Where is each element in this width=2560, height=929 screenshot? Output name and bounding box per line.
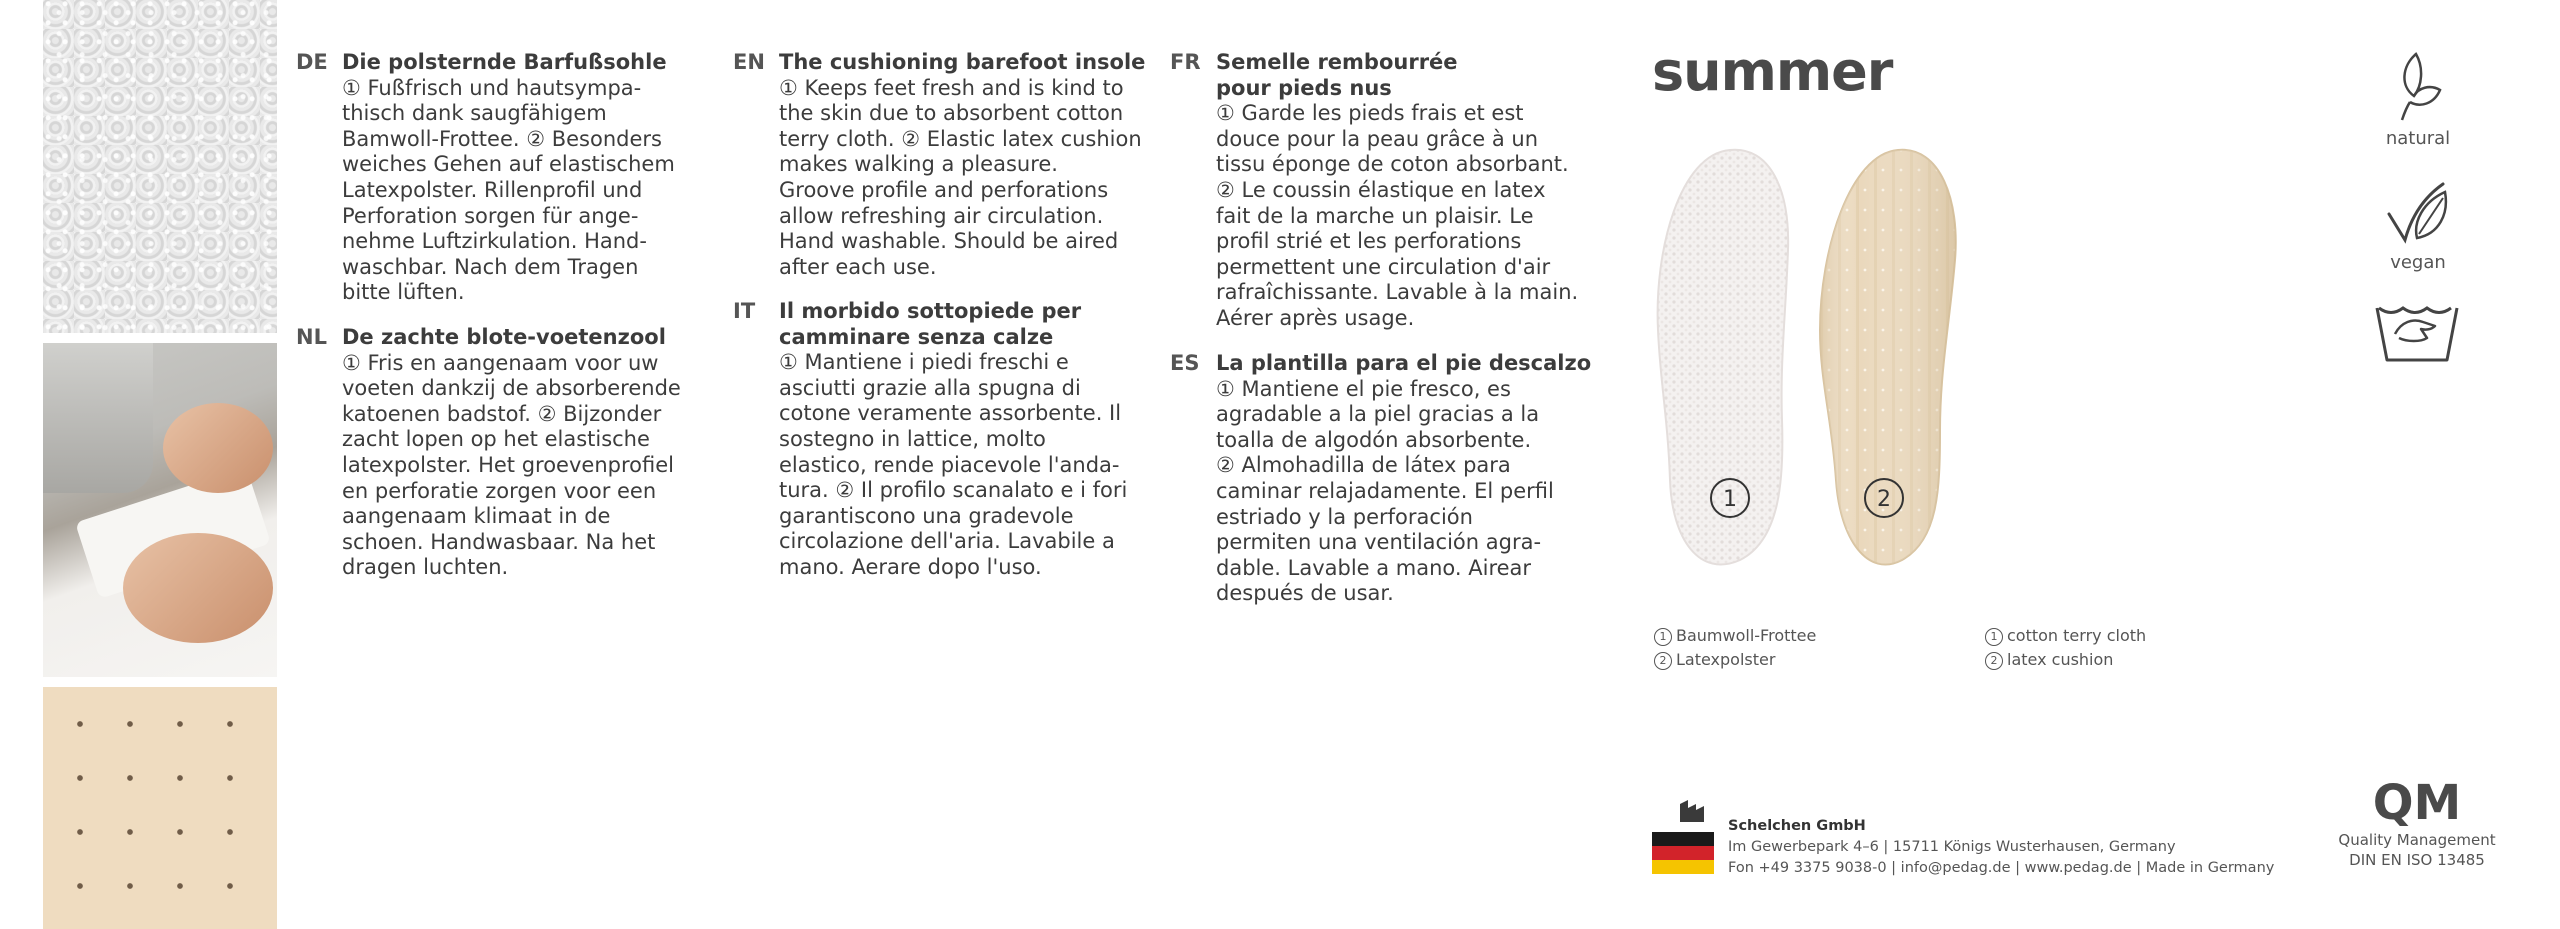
lang-block-fr bbox=[1170, 50, 1600, 332]
lang-line: waschbar. Nach dem Tragen bbox=[342, 254, 639, 279]
lang-line: después de usar. bbox=[1216, 581, 1394, 606]
lang-line: tura. ② Il profilo scanalato e i fori bbox=[779, 478, 1128, 503]
caption-text: Latexpolster bbox=[1676, 650, 1776, 669]
lang-title: pour pieds nus bbox=[1216, 75, 1392, 100]
natural-badge bbox=[2368, 50, 2468, 149]
lang-line: allow refreshing air circulation. bbox=[779, 203, 1104, 228]
lang-line: agradable a la piel gracias a la bbox=[1216, 402, 1540, 427]
lang-line: profil strié et les perforations bbox=[1216, 229, 1522, 254]
lang-line: dable. Lavable a mano. Airear bbox=[1216, 555, 1532, 580]
lang-line: rafraîchissante. Lavable à la main. bbox=[1216, 280, 1579, 305]
lang-line: permettent une circulation d'air bbox=[1216, 254, 1551, 279]
lang-line: weiches Gehen auf elastischem bbox=[342, 152, 675, 177]
lang-line: dragen luchten. bbox=[342, 555, 509, 580]
lang-line: asciutti grazie alla spugna di bbox=[779, 375, 1081, 400]
sewing-photo bbox=[43, 343, 277, 677]
lang-line: fait de la marche un plaisir. Le bbox=[1216, 203, 1534, 228]
lang-line: latexpolster. Het groevenprofiel bbox=[342, 452, 674, 477]
lang-line: tissu éponge de coton absorbant. bbox=[1216, 152, 1569, 177]
lang-line: thisch dank saugfähigem bbox=[342, 101, 607, 126]
latex-cushion-photo bbox=[43, 687, 277, 929]
quality-management-block bbox=[2320, 776, 2514, 870]
lang-title: camminare senza calze bbox=[779, 324, 1054, 349]
lang-line: caminar relajadamente. El perfil bbox=[1216, 478, 1554, 503]
lang-line: mano. Aerare dopo l'uso. bbox=[779, 554, 1042, 579]
lang-code: EN bbox=[733, 50, 765, 74]
lang-block-en bbox=[733, 50, 1153, 280]
lang-line: voeten dankzij de absorberende bbox=[342, 376, 681, 401]
lang-line: cotone veramente assorbente. Il bbox=[779, 401, 1122, 426]
lang-block-de bbox=[296, 50, 716, 306]
lang-line: katoenen badstof. ② Bijzonder bbox=[342, 401, 662, 426]
lang-line: ② Le coussin élastique en latex bbox=[1216, 177, 1546, 202]
lang-line: nehme Luftzirkulation. Hand- bbox=[342, 229, 647, 254]
lang-code: DE bbox=[296, 50, 328, 74]
hand-shape bbox=[123, 533, 273, 643]
lang-line: Hand washable. Should be aired bbox=[779, 229, 1119, 254]
vegan-badge bbox=[2368, 178, 2468, 273]
lang-line: ① Mantiene el pie fresco, es bbox=[1216, 376, 1511, 401]
lang-title: The cushioning barefoot insole bbox=[779, 50, 1146, 74]
lang-line: the skin due to absorbent cotton bbox=[779, 101, 1124, 126]
lang-line: zacht lopen op het elastische bbox=[342, 427, 650, 452]
lang-line: bitte lüften. bbox=[342, 280, 465, 305]
lang-block-es bbox=[1170, 351, 1600, 607]
lang-line: toalla de algodón absorbente. bbox=[1216, 427, 1532, 452]
hand-shape bbox=[163, 403, 273, 493]
lang-line: Aérer après usage. bbox=[1216, 305, 1415, 330]
lang-line: Perforation sorgen für ange- bbox=[342, 203, 639, 228]
company-contact: Fon +49 3375 9038-0 | info@pedag.de | www.pedag.de | Made in Germany bbox=[1728, 860, 2275, 876]
lang-line: ① Mantiene i piedi freschi e bbox=[779, 350, 1069, 375]
lang-block-nl bbox=[296, 325, 716, 581]
lang-line: ① Garde les pieds frais et est bbox=[1216, 101, 1524, 126]
lang-code: NL bbox=[296, 325, 327, 349]
lang-line: makes walking a pleasure. bbox=[779, 152, 1058, 177]
lang-line: Latexpolster. Rillenprofil und bbox=[342, 177, 643, 202]
lang-title: De zachte blote-voetenzool bbox=[342, 325, 666, 349]
product-name: summer bbox=[1652, 40, 1893, 103]
caption-number: 2 bbox=[1654, 652, 1672, 670]
lang-line: ① Fris en aangenaam voor uw bbox=[342, 350, 659, 375]
lang-line: after each use. bbox=[779, 254, 937, 279]
caption-text: Baumwoll-Frottee bbox=[1676, 626, 1817, 645]
lang-line: circolazione dell'aria. Lavabile a bbox=[779, 529, 1115, 554]
insole-marker-2: 2 bbox=[1877, 487, 1891, 512]
vegan-leaf-icon bbox=[2383, 178, 2453, 246]
caption-text: cotton terry cloth bbox=[2007, 626, 2147, 645]
hand-wash-badge bbox=[2368, 300, 2468, 370]
lang-line: aangenaam klimaat in de bbox=[342, 504, 611, 529]
lang-block-it bbox=[733, 299, 1153, 581]
caption-number: 2 bbox=[1985, 652, 2003, 670]
lang-title: Die polsternde Barfußsohle bbox=[342, 50, 667, 74]
lang-line: Groove profile and perforations bbox=[779, 177, 1109, 202]
natural-label: natural bbox=[2385, 128, 2451, 149]
caption-text: latex cushion bbox=[2007, 650, 2114, 669]
vegan-label: vegan bbox=[2390, 252, 2446, 273]
lang-line: elastico, rende piacevole l'anda- bbox=[779, 452, 1120, 477]
caption-number: 1 bbox=[1985, 628, 2003, 646]
lang-line: garantiscono una gradevole bbox=[779, 503, 1074, 528]
sewing-machine-shape bbox=[43, 343, 153, 493]
qm-line1: Quality Management bbox=[2338, 831, 2496, 849]
germany-flag-factory-icon bbox=[1652, 798, 1714, 874]
lang-title: Semelle rembourrée bbox=[1216, 50, 1458, 74]
qm-line2: DIN EN ISO 13485 bbox=[2349, 851, 2485, 869]
lang-code: FR bbox=[1170, 50, 1201, 74]
lang-line: douce pour la peau grâce à un bbox=[1216, 126, 1539, 151]
caption-en-1 bbox=[1985, 626, 2146, 646]
lang-line: estriado y la perforación bbox=[1216, 504, 1473, 529]
caption-de-2 bbox=[1654, 650, 1775, 670]
caption-number: 1 bbox=[1654, 628, 1672, 646]
insole-marker-1: 1 bbox=[1723, 487, 1737, 512]
lang-line: en perforatie zorgen voor een bbox=[342, 478, 657, 503]
lang-line: ② Almohadilla de látex para bbox=[1216, 453, 1511, 478]
hand-wash-icon bbox=[2373, 300, 2463, 366]
caption-en-2 bbox=[1985, 650, 2113, 670]
lang-title: Il morbido sottopiede per bbox=[779, 299, 1082, 323]
lang-line: ① Fußfrisch und hautsympa- bbox=[342, 75, 642, 100]
company-info bbox=[1728, 816, 2274, 879]
qm-logo: QM bbox=[2372, 775, 2462, 831]
company-name: Schelchen GmbH bbox=[1728, 818, 1866, 834]
leaf-natural-icon bbox=[2388, 50, 2448, 122]
terry-cloth-photo bbox=[43, 0, 277, 333]
company-address: Im Gewerbepark 4–6 | 15711 Königs Wusterhausen, Germany bbox=[1728, 839, 2176, 855]
lang-line: schoen. Handwasbaar. Na het bbox=[342, 529, 656, 554]
lang-code: ES bbox=[1170, 351, 1200, 375]
lang-line: sostegno in lattice, molto bbox=[779, 426, 1046, 451]
lang-code: IT bbox=[733, 299, 756, 323]
caption-de-1 bbox=[1654, 626, 1816, 646]
lang-line: ① Keeps feet fresh and is kind to bbox=[779, 75, 1124, 100]
lang-line: terry cloth. ② Elastic latex cushion bbox=[779, 126, 1142, 151]
insoles-illustration bbox=[1640, 140, 1980, 580]
lang-line: Bamwoll-Frottee. ② Besonders bbox=[342, 126, 662, 151]
lang-line: permiten una ventilación agra- bbox=[1216, 530, 1542, 555]
lang-title: La plantilla para el pie descalzo bbox=[1216, 351, 1592, 375]
